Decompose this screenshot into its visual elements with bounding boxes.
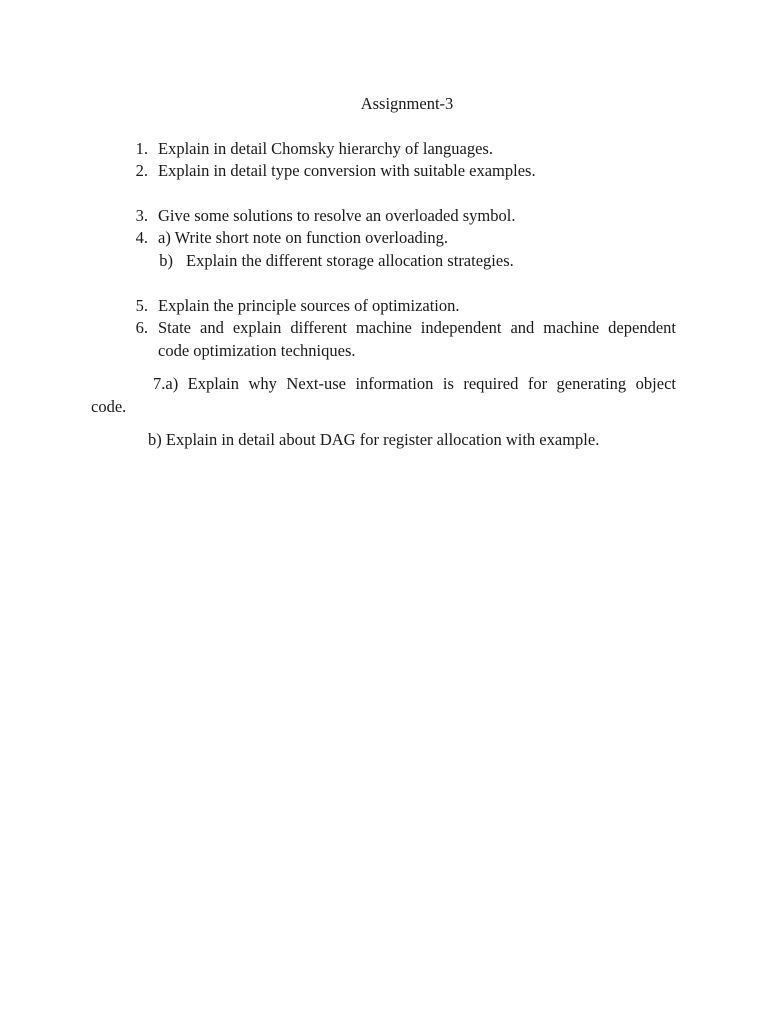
list-item-continuation (158, 340, 355, 362)
list-item-text: Explain in detail Chomsky hierarchy of languages. (158, 139, 493, 158)
list-item-number: b) (159, 251, 173, 270)
list-item-text: a) Write short note on function overloading. (158, 228, 448, 247)
list-item-text: Explain the principle sources of optimization. (158, 296, 460, 315)
list-item-number: 2. (135, 161, 148, 180)
list-item-text: Give some solutions to resolve an overloaded symbol. (158, 206, 516, 225)
list-item-text: Explain in detail type conversion with suitable examples. (158, 161, 536, 180)
list-item-number: 3. (135, 206, 148, 225)
page-title: Assignment-3 (360, 94, 454, 113)
list-item-number: 1. (135, 139, 148, 158)
list-item-text: State and explain different machine independent and machine dependent (158, 318, 676, 337)
list-item-number: 6. (135, 318, 148, 337)
list-item-text: Explain the different storage allocation strategies. (186, 251, 514, 270)
list-item-number: 4. (135, 228, 148, 247)
paragraph-7b: b) Explain in detail about DAG for register allocation with example. (148, 430, 600, 449)
paragraph-7a-line1: 7.a) Explain why Next-use information is required for generating object (153, 374, 676, 393)
list-item-number: 5. (135, 296, 148, 315)
list-item-text: code optimization techniques. (158, 341, 356, 360)
paragraph-7a-line2: code. (91, 397, 127, 416)
